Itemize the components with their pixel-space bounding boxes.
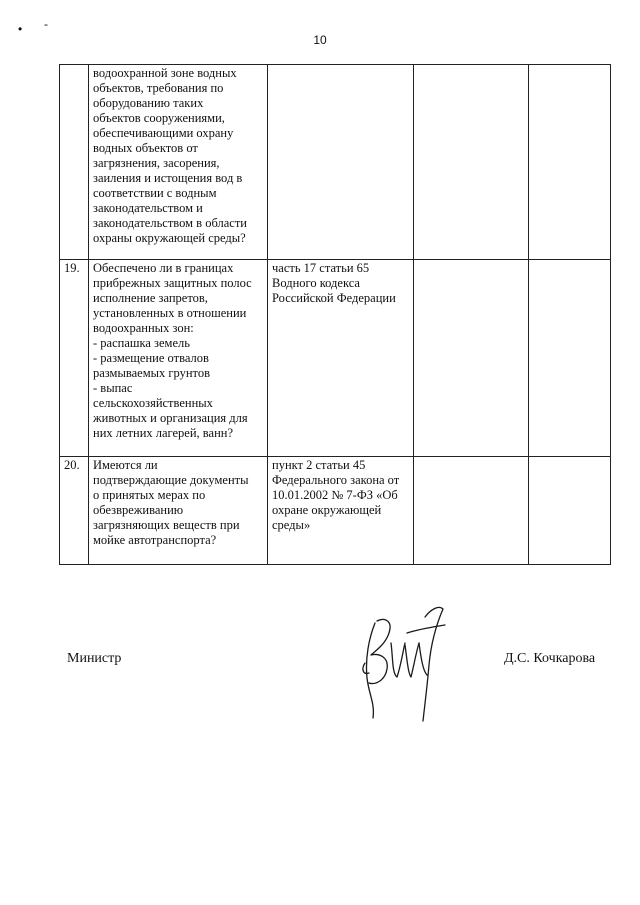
inspection-checklist-table bbox=[59, 64, 611, 565]
cell-text-line: законодательством и bbox=[93, 201, 203, 215]
cell-text-line: исполнение запретов, bbox=[93, 291, 208, 305]
cell-text-line: обезвреживанию bbox=[93, 503, 184, 517]
note-cell bbox=[529, 457, 611, 565]
cell-text-line: прибрежных защитных полос bbox=[93, 276, 252, 290]
cell-text-line: установленных в отношении bbox=[93, 306, 247, 320]
cell-text-line: охране окружающей bbox=[272, 503, 382, 517]
cell-text-line: животных и организация для bbox=[93, 411, 248, 425]
page-number: 10 bbox=[313, 33, 327, 47]
cell-text-line: - размещение отвалов bbox=[93, 351, 209, 365]
corner-mark-dot: • bbox=[18, 22, 23, 36]
legal-basis-cell bbox=[268, 457, 414, 565]
cell-text-line: - выпас bbox=[93, 381, 133, 395]
cell-text-line: оборудованию таких bbox=[93, 96, 204, 110]
table-row bbox=[60, 457, 611, 565]
cell-text-line: пункт 2 статьи 45 bbox=[272, 458, 366, 472]
row-number bbox=[60, 65, 89, 260]
cell-text-line: о принятых мерах по bbox=[93, 488, 206, 502]
cell-text-line: часть 17 статьи 65 bbox=[272, 261, 370, 275]
cell-text-line: заиления и истощения вод в bbox=[93, 171, 243, 185]
cell-text-line: Федерального закона от bbox=[272, 473, 400, 487]
row-number: 20. bbox=[60, 457, 89, 565]
cell-text-line: объектов, требования по bbox=[93, 81, 224, 95]
cell-text-line: них летних лагерей, ванн? bbox=[93, 426, 234, 440]
note-cell bbox=[529, 260, 611, 457]
question-cell bbox=[89, 260, 268, 457]
cell-text-line: мойке автотранспорта? bbox=[93, 533, 217, 547]
cell-text-line: обеспечивающими охрану bbox=[93, 126, 234, 140]
cell-text-line: водных объектов от bbox=[93, 141, 198, 155]
cell-text-line: соответствии с водным bbox=[93, 186, 217, 200]
cell-text-line: загрязняющих веществ при bbox=[93, 518, 240, 532]
table-row bbox=[60, 65, 611, 260]
cell-text-line: Водного кодекса bbox=[272, 276, 360, 290]
handwritten-signature bbox=[345, 603, 455, 728]
note-cell bbox=[529, 65, 611, 260]
cell-text-line: - распашка земель bbox=[93, 336, 190, 350]
cell-text-line: Российской Федерации bbox=[272, 291, 396, 305]
signatory-name: Д.С. Кочкарова bbox=[504, 651, 596, 666]
answer-cell bbox=[414, 260, 529, 457]
cell-text-line: водоохранной зоне водных bbox=[93, 66, 237, 80]
cell-text-line: среды» bbox=[272, 518, 311, 532]
legal-basis-cell bbox=[268, 65, 414, 260]
cell-text-line: водоохранных зон: bbox=[93, 321, 194, 335]
cell-text-line: законодательством в области bbox=[93, 216, 247, 230]
cell-text-line: Имеются ли bbox=[93, 458, 158, 472]
cell-text-line: загрязнения, засорения, bbox=[93, 156, 220, 170]
cell-text-line: 10.01.2002 № 7-ФЗ «Об bbox=[272, 488, 398, 502]
cell-text-line: подтверждающие документы bbox=[93, 473, 249, 487]
table-row bbox=[60, 260, 611, 457]
legal-basis-cell bbox=[268, 260, 414, 457]
corner-mark-dash: - bbox=[44, 17, 48, 31]
answer-cell bbox=[414, 65, 529, 260]
cell-text-line: сельскохозяйственных bbox=[93, 396, 213, 410]
question-cell bbox=[89, 65, 268, 260]
cell-text-line: Обеспечено ли в границах bbox=[93, 261, 234, 275]
row-number: 19. bbox=[60, 260, 89, 457]
signatory-title: Министр bbox=[67, 651, 122, 666]
answer-cell bbox=[414, 457, 529, 565]
cell-text-line: размываемых грунтов bbox=[93, 366, 210, 380]
question-cell bbox=[89, 457, 268, 565]
cell-text-line: объектов сооружениями, bbox=[93, 111, 225, 125]
cell-text-line: охраны окружающей среды? bbox=[93, 231, 246, 245]
